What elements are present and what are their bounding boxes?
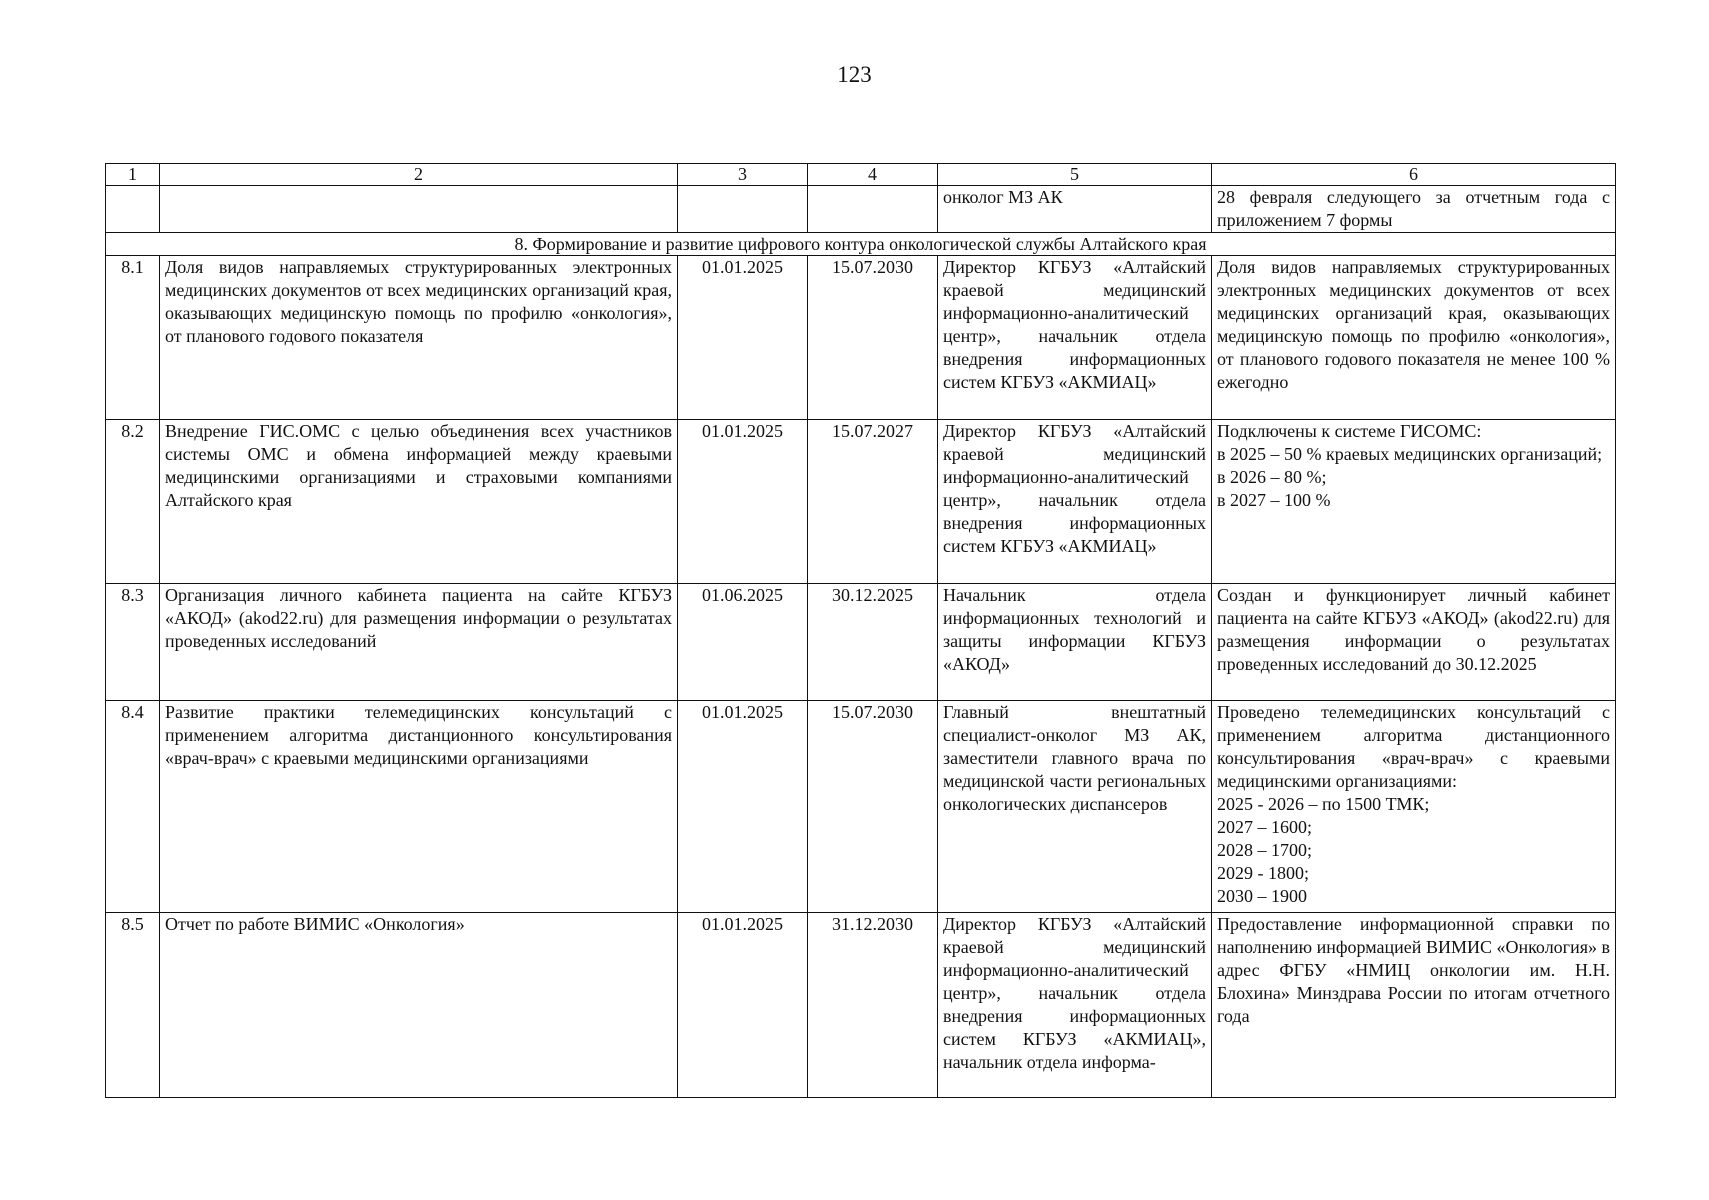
end-date: 31.12.2030 [808,913,938,1098]
start-date: 01.01.2025 [678,701,808,913]
column-header: 1 [106,164,160,186]
end-date: 15.07.2030 [808,701,938,913]
result-line: 2025 - 2026 – по 1500 ТМК; [1217,794,1430,814]
task-cell: Внедрение ГИС.ОМС с целью объединения всех участников системы ОМС и обмена информацией между краевыми медицинскими организациями и страховыми компаниями Алтайского края [160,420,678,584]
section-title: 8. Формирование и развитие цифрового контура онкологической службы Алтайского края [106,233,1616,256]
row-number: 8.2 [106,420,160,584]
responsible-cell: Директор КГБУЗ «Алтайский краевой медицинский информационно-аналитический центр», начальник отдела внедрения информационных систем КГБУЗ «АКМИАЦ» [938,256,1212,420]
task-cell: Организация личного кабинета пациента на сайте КГБУЗ «АКОД» (akod22.ru) для размещения информации о результатах проведенных исследований [160,584,678,701]
responsible-cell: Директор КГБУЗ «Алтайский краевой медицинский информационно-аналитический центр», начальник отдела внедрения информационных систем КГБУЗ «АКМИАЦ» [938,420,1212,584]
end-date [808,186,938,233]
result-line: 2030 – 1900 [1217,886,1307,906]
result-line: 2029 - 1800; [1217,863,1309,883]
result-cell: Создан и функционирует личный кабинет пациента на сайте КГБУЗ «АКОД» (akod22.ru) для размещения информации о результатах проведенных исследований до 30.12.2025 [1212,584,1616,701]
result-line: 2027 – 1600; [1217,817,1313,837]
result-cell [1212,420,1616,584]
result-line: 2028 – 1700; [1217,840,1313,860]
start-date: 01.06.2025 [678,584,808,701]
row-number [106,186,160,233]
table-row [106,913,1616,1098]
task-cell: Доля видов направляемых структурированных электронных медицинских документов от всех медицинских организаций края, оказывающих медицинскую помощь по профилю «онкология», от планового годового показателя [160,256,678,420]
column-header-row [106,164,1616,186]
table-row [106,256,1616,420]
row-number: 8.5 [106,913,160,1098]
task-cell: Отчет по работе ВИМИС «Онкология» [160,913,678,1098]
end-date: 15.07.2027 [808,420,938,584]
column-header: 6 [1212,164,1616,186]
result-cell: Предоставление информационной справки по наполнению информацией ВИМИС «Онкология» в адрес ФГБУ «НМИЦ онкологии им. Н.Н. Блохина» Минздрава России по итогам отчетного года [1212,913,1616,1098]
column-header: 4 [808,164,938,186]
result-cell [1212,701,1616,913]
section-row [106,233,1616,256]
start-date: 01.01.2025 [678,256,808,420]
result-cell: 28 февраля следующего за отчетным года с приложением 7 формы [1212,186,1616,233]
column-header: 2 [160,164,678,186]
responsible-cell: Главный внештатный специалист-онколог МЗ АК, заместители главного врача по медицинской части региональных онкологических диспансеров [938,701,1212,913]
row-number: 8.3 [106,584,160,701]
row-number: 8.4 [106,701,160,913]
responsible-cell: Директор КГБУЗ «Алтайский краевой медицинский информационно-аналитический центр», начальник отдела внедрения информационных систем КГБУЗ «АКМИАЦ», начальник отдела информа- [938,913,1212,1098]
column-header: 5 [938,164,1212,186]
end-date: 30.12.2025 [808,584,938,701]
result-line: в 2027 – 100 % [1217,490,1331,510]
result-cell: Доля видов направляемых структурированных электронных медицинских документов от всех медицинских организаций края, оказывающих медицинскую помощь по профилю «онкология», от планового годового показателя не менее 100 % ежегодно [1212,256,1616,420]
continuation-row [106,186,1616,233]
start-date: 01.01.2025 [678,913,808,1098]
task-cell [160,186,678,233]
result-line: в 2025 – 50 % краевых медицинских организаций; [1217,444,1603,464]
row-number: 8.1 [106,256,160,420]
table-row [106,584,1616,701]
task-cell: Развитие практики телемедицинских консультаций с применением алгоритма дистанционного консультирования «врач-врач» с краевыми медицинскими организациями [160,701,678,913]
result-line: Проведено телемедицинских консультаций с применением алгоритма дистанционного консультирования «врач-врач» с краевыми медицинскими организациями: [1217,702,1610,791]
column-header: 3 [678,164,808,186]
table-row [106,701,1616,913]
result-line: Подключены к системе ГИСОМС: [1217,421,1482,441]
start-date: 01.01.2025 [678,420,808,584]
responsible-cell: Начальник отдела информационных технологий и защиты информации КГБУЗ «АКОД» [938,584,1212,701]
start-date [678,186,808,233]
end-date: 15.07.2030 [808,256,938,420]
page-number: 123 [837,62,872,87]
result-line: в 2026 – 80 %; [1217,467,1327,487]
responsible-cell: онколог МЗ АК [938,186,1212,233]
measures-table [105,163,1616,1098]
table-row [106,420,1616,584]
